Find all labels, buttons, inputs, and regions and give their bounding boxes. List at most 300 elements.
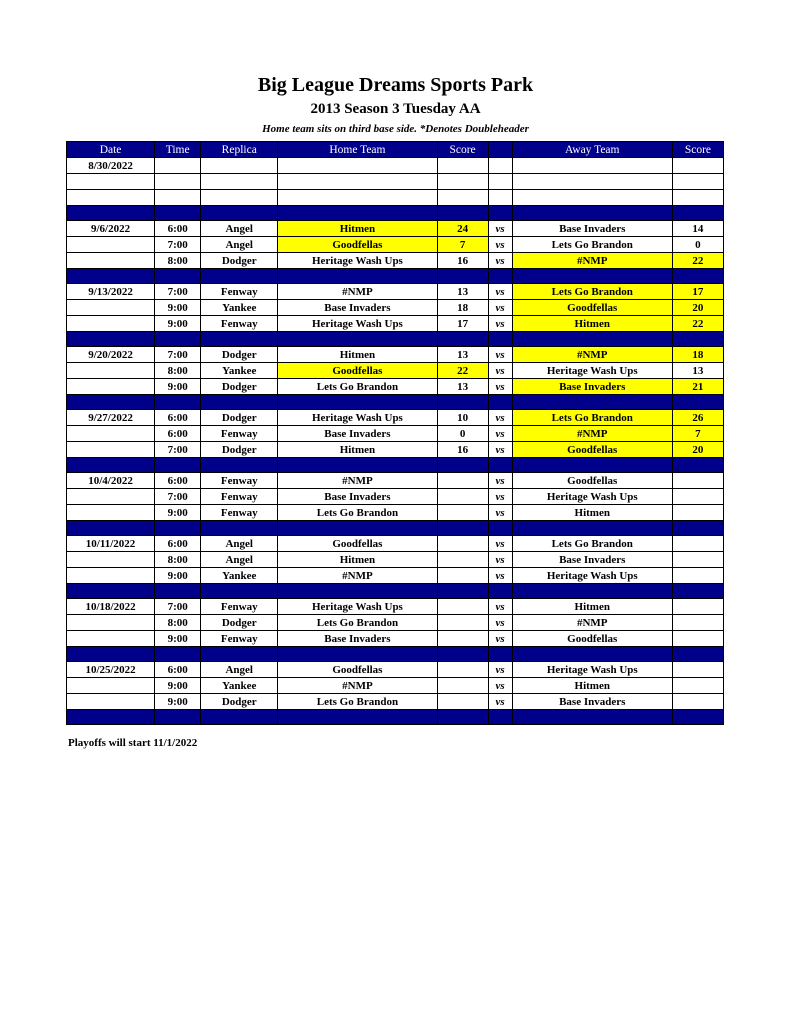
field-cell: Fenway: [201, 505, 278, 521]
field-cell: Angel: [201, 237, 278, 253]
away-team-cell: [512, 190, 672, 206]
time-cell: 7:00: [155, 347, 201, 363]
vs-cell: vs: [488, 221, 512, 237]
home-team-cell: Hitmen: [278, 347, 437, 363]
separator-cell: [437, 647, 488, 662]
time-cell: 7:00: [155, 237, 201, 253]
home-score-cell: [437, 190, 488, 206]
time-cell: 6:00: [155, 662, 201, 678]
away-team-cell: Hitmen: [512, 599, 672, 615]
separator-cell: [488, 269, 512, 284]
away-score-cell: [672, 694, 723, 710]
home-team-cell: Goodfellas: [278, 536, 437, 552]
table-row: [67, 631, 724, 647]
separator-cell: [155, 458, 201, 473]
table-row: [67, 536, 724, 552]
away-team-cell: Heritage Wash Ups: [512, 662, 672, 678]
separator-cell: [155, 206, 201, 221]
separator-cell: [437, 710, 488, 725]
separator-cell: [201, 710, 278, 725]
away-team-cell: Goodfellas: [512, 300, 672, 316]
vs-cell: vs: [488, 363, 512, 379]
week-separator: [67, 521, 724, 536]
separator-cell: [201, 647, 278, 662]
time-cell: 6:00: [155, 536, 201, 552]
date-cell: [67, 694, 155, 710]
separator-cell: [512, 710, 672, 725]
date-cell: 9/20/2022: [67, 347, 155, 363]
table-row: [67, 190, 724, 206]
vs-cell: vs: [488, 662, 512, 678]
away-score-cell: 7: [672, 426, 723, 442]
time-cell: 6:00: [155, 473, 201, 489]
separator-cell: [672, 206, 723, 221]
date-cell: 9/6/2022: [67, 221, 155, 237]
week-separator: [67, 647, 724, 662]
vs-cell: vs: [488, 347, 512, 363]
table-row: [67, 473, 724, 489]
separator-cell: [67, 395, 155, 410]
separator-cell: [437, 332, 488, 347]
away-score-cell: 26: [672, 410, 723, 426]
date-cell: [67, 174, 155, 190]
away-score-cell: [672, 158, 723, 174]
separator-cell: [155, 584, 201, 599]
date-cell: 8/30/2022: [67, 158, 155, 174]
away-team-cell: #NMP: [512, 426, 672, 442]
home-team-cell: Lets Go Brandon: [278, 615, 437, 631]
home-score-cell: 13: [437, 284, 488, 300]
away-score-cell: [672, 568, 723, 584]
time-cell: [155, 158, 201, 174]
separator-cell: [201, 269, 278, 284]
field-cell: Fenway: [201, 284, 278, 300]
away-score-cell: [672, 505, 723, 521]
field-cell: Angel: [201, 536, 278, 552]
table-row: [67, 300, 724, 316]
home-score-cell: [437, 694, 488, 710]
vs-cell: vs: [488, 237, 512, 253]
separator-cell: [672, 647, 723, 662]
vs-cell: vs: [488, 505, 512, 521]
vs-cell: vs: [488, 694, 512, 710]
home-score-cell: 13: [437, 347, 488, 363]
week-separator: [67, 269, 724, 284]
date-cell: 10/11/2022: [67, 536, 155, 552]
separator-cell: [201, 395, 278, 410]
separator-cell: [67, 710, 155, 725]
table-row: [67, 316, 724, 332]
date-cell: [67, 316, 155, 332]
away-team-cell: #NMP: [512, 347, 672, 363]
vs-cell: [488, 190, 512, 206]
home-team-cell: Heritage Wash Ups: [278, 253, 437, 269]
field-cell: [201, 174, 278, 190]
home-team-cell: #NMP: [278, 284, 437, 300]
field-cell: Fenway: [201, 599, 278, 615]
vs-cell: vs: [488, 489, 512, 505]
away-team-cell: Goodfellas: [512, 473, 672, 489]
vs-cell: vs: [488, 300, 512, 316]
separator-cell: [512, 458, 672, 473]
away-score-cell: 0: [672, 237, 723, 253]
separator-cell: [201, 458, 278, 473]
field-cell: Dodger: [201, 347, 278, 363]
separator-cell: [278, 206, 437, 221]
vs-cell: [488, 174, 512, 190]
separator-cell: [437, 521, 488, 536]
separator-cell: [201, 584, 278, 599]
away-team-cell: Lets Go Brandon: [512, 237, 672, 253]
home-team-cell: Base Invaders: [278, 426, 437, 442]
separator-cell: [437, 395, 488, 410]
separator-cell: [278, 332, 437, 347]
home-score-cell: 22: [437, 363, 488, 379]
week-separator: [67, 458, 724, 473]
vs-cell: vs: [488, 631, 512, 647]
away-team-cell: #NMP: [512, 253, 672, 269]
vs-cell: vs: [488, 379, 512, 395]
separator-cell: [672, 395, 723, 410]
away-team-cell: Lets Go Brandon: [512, 410, 672, 426]
separator-cell: [488, 710, 512, 725]
vs-cell: vs: [488, 552, 512, 568]
away-team-cell: Heritage Wash Ups: [512, 568, 672, 584]
separator-cell: [512, 647, 672, 662]
time-cell: 7:00: [155, 442, 201, 458]
away-score-cell: [672, 489, 723, 505]
field-cell: Dodger: [201, 442, 278, 458]
separator-cell: [67, 206, 155, 221]
table-row: [67, 615, 724, 631]
home-team-cell: Hitmen: [278, 552, 437, 568]
separator-cell: [155, 521, 201, 536]
season-subtitle: 2013 Season 3 Tuesday AA: [310, 101, 481, 117]
separator-cell: [201, 521, 278, 536]
separator-cell: [672, 269, 723, 284]
time-cell: 9:00: [155, 568, 201, 584]
field-cell: Angel: [201, 662, 278, 678]
table-row: [67, 678, 724, 694]
table-row: [67, 410, 724, 426]
away-score-cell: [672, 174, 723, 190]
away-score-cell: 22: [672, 253, 723, 269]
week-separator: [67, 206, 724, 221]
separator-cell: [437, 584, 488, 599]
table-row: [67, 505, 724, 521]
date-cell: [67, 426, 155, 442]
separator-cell: [512, 584, 672, 599]
home-score-cell: 7: [437, 237, 488, 253]
time-cell: 9:00: [155, 379, 201, 395]
separator-cell: [512, 395, 672, 410]
date-cell: [67, 489, 155, 505]
time-cell: 7:00: [155, 599, 201, 615]
separator-cell: [278, 269, 437, 284]
time-cell: [155, 174, 201, 190]
separator-cell: [67, 647, 155, 662]
separator-cell: [488, 647, 512, 662]
date-cell: 10/18/2022: [67, 599, 155, 615]
away-team-cell: Hitmen: [512, 505, 672, 521]
away-team-cell: Base Invaders: [512, 552, 672, 568]
field-cell: Dodger: [201, 615, 278, 631]
separator-cell: [488, 395, 512, 410]
time-cell: 9:00: [155, 694, 201, 710]
away-score-cell: 22: [672, 316, 723, 332]
home-score-cell: 16: [437, 253, 488, 269]
time-cell: 9:00: [155, 316, 201, 332]
home-score-cell: [437, 631, 488, 647]
date-cell: [67, 552, 155, 568]
week-separator: [67, 395, 724, 410]
separator-cell: [437, 269, 488, 284]
home-team-cell: Base Invaders: [278, 631, 437, 647]
away-score-cell: [672, 190, 723, 206]
schedule-body: [67, 158, 724, 725]
table-row: [67, 363, 724, 379]
week-separator: [67, 710, 724, 725]
time-cell: 9:00: [155, 300, 201, 316]
table-row: [67, 284, 724, 300]
separator-cell: [67, 269, 155, 284]
field-cell: Fenway: [201, 426, 278, 442]
vs-cell: vs: [488, 568, 512, 584]
vs-cell: vs: [488, 253, 512, 269]
home-team-cell: [278, 190, 437, 206]
away-team-cell: Heritage Wash Ups: [512, 363, 672, 379]
vs-cell: vs: [488, 426, 512, 442]
away-score-cell: 17: [672, 284, 723, 300]
away-score-cell: [672, 662, 723, 678]
col-away-score: Score: [672, 142, 723, 158]
time-cell: 8:00: [155, 552, 201, 568]
time-cell: 6:00: [155, 221, 201, 237]
vs-cell: vs: [488, 316, 512, 332]
field-cell: Dodger: [201, 379, 278, 395]
col-replica: Replica: [201, 142, 278, 158]
separator-cell: [155, 647, 201, 662]
field-cell: Dodger: [201, 253, 278, 269]
field-cell: [201, 190, 278, 206]
away-score-cell: [672, 678, 723, 694]
separator-cell: [512, 269, 672, 284]
home-score-cell: 18: [437, 300, 488, 316]
table-row: [67, 694, 724, 710]
home-score-cell: [437, 615, 488, 631]
date-cell: [67, 615, 155, 631]
table-row: [67, 174, 724, 190]
field-note: Home team sits on third base side. *Denotes Doubleheader: [262, 123, 529, 135]
date-cell: [67, 190, 155, 206]
separator-cell: [512, 521, 672, 536]
away-score-cell: 21: [672, 379, 723, 395]
col-home-team: Home Team: [278, 142, 437, 158]
separator-cell: [155, 395, 201, 410]
home-score-cell: 0: [437, 426, 488, 442]
separator-cell: [67, 332, 155, 347]
separator-cell: [155, 710, 201, 725]
table-row: [67, 552, 724, 568]
separator-cell: [672, 458, 723, 473]
table-row: [67, 221, 724, 237]
field-cell: [201, 158, 278, 174]
away-score-cell: [672, 552, 723, 568]
field-cell: Angel: [201, 221, 278, 237]
table-row: [67, 379, 724, 395]
home-score-cell: [437, 174, 488, 190]
page-title: Big League Dreams Sports Park: [257, 74, 534, 96]
home-score-cell: 24: [437, 221, 488, 237]
home-team-cell: Lets Go Brandon: [278, 694, 437, 710]
home-score-cell: [437, 552, 488, 568]
separator-cell: [278, 521, 437, 536]
home-team-cell: Goodfellas: [278, 662, 437, 678]
time-cell: 6:00: [155, 426, 201, 442]
date-cell: [67, 363, 155, 379]
date-cell: [67, 568, 155, 584]
date-cell: [67, 678, 155, 694]
table-row: [67, 426, 724, 442]
away-team-cell: Base Invaders: [512, 379, 672, 395]
home-team-cell: Hitmen: [278, 442, 437, 458]
home-score-cell: 10: [437, 410, 488, 426]
date-cell: [67, 442, 155, 458]
col-date: Date: [67, 142, 155, 158]
home-team-cell: Heritage Wash Ups: [278, 410, 437, 426]
separator-cell: [278, 647, 437, 662]
vs-cell: [488, 158, 512, 174]
time-cell: 8:00: [155, 363, 201, 379]
table-row: [67, 568, 724, 584]
playoffs-note: Playoffs will start 11/1/2022: [68, 737, 198, 749]
time-cell: 7:00: [155, 489, 201, 505]
separator-cell: [672, 332, 723, 347]
table-row: [67, 253, 724, 269]
separator-cell: [201, 206, 278, 221]
home-team-cell: Lets Go Brandon: [278, 379, 437, 395]
home-team-cell: Lets Go Brandon: [278, 505, 437, 521]
home-team-cell: Base Invaders: [278, 300, 437, 316]
home-score-cell: [437, 599, 488, 615]
home-team-cell: #NMP: [278, 473, 437, 489]
date-cell: [67, 505, 155, 521]
time-cell: 9:00: [155, 505, 201, 521]
away-team-cell: Hitmen: [512, 316, 672, 332]
separator-cell: [488, 458, 512, 473]
away-score-cell: [672, 599, 723, 615]
home-team-cell: Heritage Wash Ups: [278, 316, 437, 332]
away-score-cell: [672, 631, 723, 647]
time-cell: 6:00: [155, 410, 201, 426]
field-cell: Fenway: [201, 473, 278, 489]
date-cell: 10/25/2022: [67, 662, 155, 678]
field-cell: Fenway: [201, 489, 278, 505]
vs-cell: vs: [488, 284, 512, 300]
away-team-cell: #NMP: [512, 615, 672, 631]
home-team-cell: Hitmen: [278, 221, 437, 237]
separator-cell: [488, 584, 512, 599]
away-team-cell: Heritage Wash Ups: [512, 489, 672, 505]
separator-cell: [155, 269, 201, 284]
date-cell: [67, 253, 155, 269]
home-team-cell: Goodfellas: [278, 363, 437, 379]
field-cell: Yankee: [201, 678, 278, 694]
away-score-cell: [672, 473, 723, 489]
away-score-cell: 14: [672, 221, 723, 237]
col-away-team: Away Team: [512, 142, 672, 158]
away-team-cell: Lets Go Brandon: [512, 284, 672, 300]
home-score-cell: 13: [437, 379, 488, 395]
separator-cell: [278, 584, 437, 599]
home-score-cell: [437, 662, 488, 678]
time-cell: 8:00: [155, 253, 201, 269]
separator-cell: [67, 458, 155, 473]
field-cell: Dodger: [201, 694, 278, 710]
field-cell: Fenway: [201, 631, 278, 647]
table-row: [67, 237, 724, 253]
table-row: [67, 347, 724, 363]
away-team-cell: Base Invaders: [512, 221, 672, 237]
separator-cell: [512, 206, 672, 221]
separator-cell: [155, 332, 201, 347]
week-separator: [67, 332, 724, 347]
home-team-cell: Base Invaders: [278, 489, 437, 505]
home-score-cell: [437, 678, 488, 694]
vs-cell: vs: [488, 442, 512, 458]
date-cell: [67, 631, 155, 647]
away-team-cell: Hitmen: [512, 678, 672, 694]
week-separator: [67, 584, 724, 599]
time-cell: 8:00: [155, 615, 201, 631]
table-row: [67, 442, 724, 458]
vs-cell: vs: [488, 599, 512, 615]
home-score-cell: 16: [437, 442, 488, 458]
col-vs: [488, 142, 512, 158]
time-cell: 7:00: [155, 284, 201, 300]
separator-cell: [437, 458, 488, 473]
away-score-cell: [672, 615, 723, 631]
home-score-cell: [437, 489, 488, 505]
home-team-cell: [278, 174, 437, 190]
field-cell: Yankee: [201, 363, 278, 379]
field-cell: Angel: [201, 552, 278, 568]
field-cell: Dodger: [201, 410, 278, 426]
separator-cell: [278, 458, 437, 473]
date-cell: 9/27/2022: [67, 410, 155, 426]
away-score-cell: [672, 536, 723, 552]
separator-cell: [488, 206, 512, 221]
separator-cell: [278, 395, 437, 410]
separator-cell: [672, 584, 723, 599]
table-row: [67, 489, 724, 505]
away-score-cell: 20: [672, 442, 723, 458]
vs-cell: vs: [488, 410, 512, 426]
date-cell: 10/4/2022: [67, 473, 155, 489]
separator-cell: [512, 332, 672, 347]
separator-cell: [67, 584, 155, 599]
away-team-cell: Goodfellas: [512, 631, 672, 647]
date-cell: 9/13/2022: [67, 284, 155, 300]
away-team-cell: Goodfellas: [512, 442, 672, 458]
vs-cell: vs: [488, 678, 512, 694]
header-row: [67, 142, 724, 158]
separator-cell: [67, 521, 155, 536]
home-team-cell: [278, 158, 437, 174]
home-team-cell: Heritage Wash Ups: [278, 599, 437, 615]
home-score-cell: [437, 568, 488, 584]
separator-cell: [488, 332, 512, 347]
